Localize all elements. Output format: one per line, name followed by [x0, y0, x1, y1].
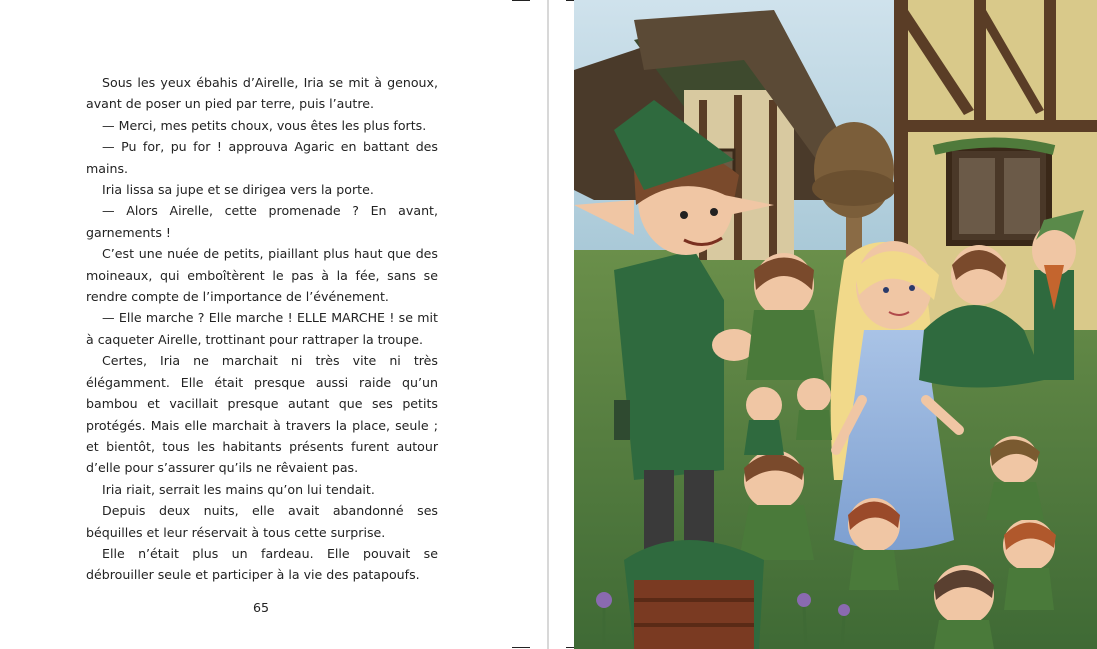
- plant-pot: [624, 540, 764, 649]
- paragraph: Iria riait, serrait les mains qu’on lui tendait.: [102, 481, 375, 497]
- paragraph: — Pu for, pu for ! approuva Agaric en battant des mains.: [86, 139, 438, 176]
- paragraph: — Merci, mes petits choux, vous êtes les plus forts.: [102, 117, 427, 133]
- story-text: [86, 72, 438, 586]
- little-elf: [934, 565, 994, 649]
- paragraph: — Alors Airelle, cette promenade ? En avant, garnements !: [86, 203, 438, 240]
- paragraph: Iria lissa sa jupe et se dirigea vers la porte.: [102, 182, 374, 198]
- paragraph: Sous les yeux ébahis d’Airelle, Iria se mit à genoux, avant de poser un pied par terre, puis l’autre.: [86, 75, 438, 112]
- little-elf: [744, 387, 784, 455]
- page-number: 65: [252, 600, 270, 615]
- crop-mark: [512, 647, 530, 648]
- paragraph: Depuis deux nuits, elle avait abandonné ses béquilles et leur réservait à tous cette surprise.: [86, 503, 438, 540]
- page-margin: [549, 0, 574, 649]
- paragraph: Elle n’était plus un fardeau. Elle pouvait se débrouiller seule et participer à la vie des patapoufs.: [86, 545, 438, 583]
- illustration: [574, 0, 1097, 649]
- paragraph: Certes, Iria ne marchait ni très vite ni très élégamment. Elle était presque aussi raide qu’un bambou et vacillait presque autant que ses petits protégés. Mais elle marchait à travers la place, seule ; et bientôt, tous les habitants présents furent autour d’elle pour s’assurer qu’ils ne rêvaient pas.: [86, 353, 438, 476]
- little-elf: [746, 253, 824, 380]
- crop-mark: [512, 0, 530, 1]
- text-page: [0, 0, 548, 649]
- little-elf: [848, 498, 900, 590]
- paragraph: — Elle marche ? Elle marche ! ELLE MARCHE ! se mit à caqueter Airelle, trottinant pour rattraper la troupe.: [86, 310, 438, 347]
- paragraph: C’est une nuée de petits, piaillant plus haut que des moineaux, qui emboîtèrent le pas à la fée, sans se rendre compte de l’importance de l’événement.: [86, 246, 438, 305]
